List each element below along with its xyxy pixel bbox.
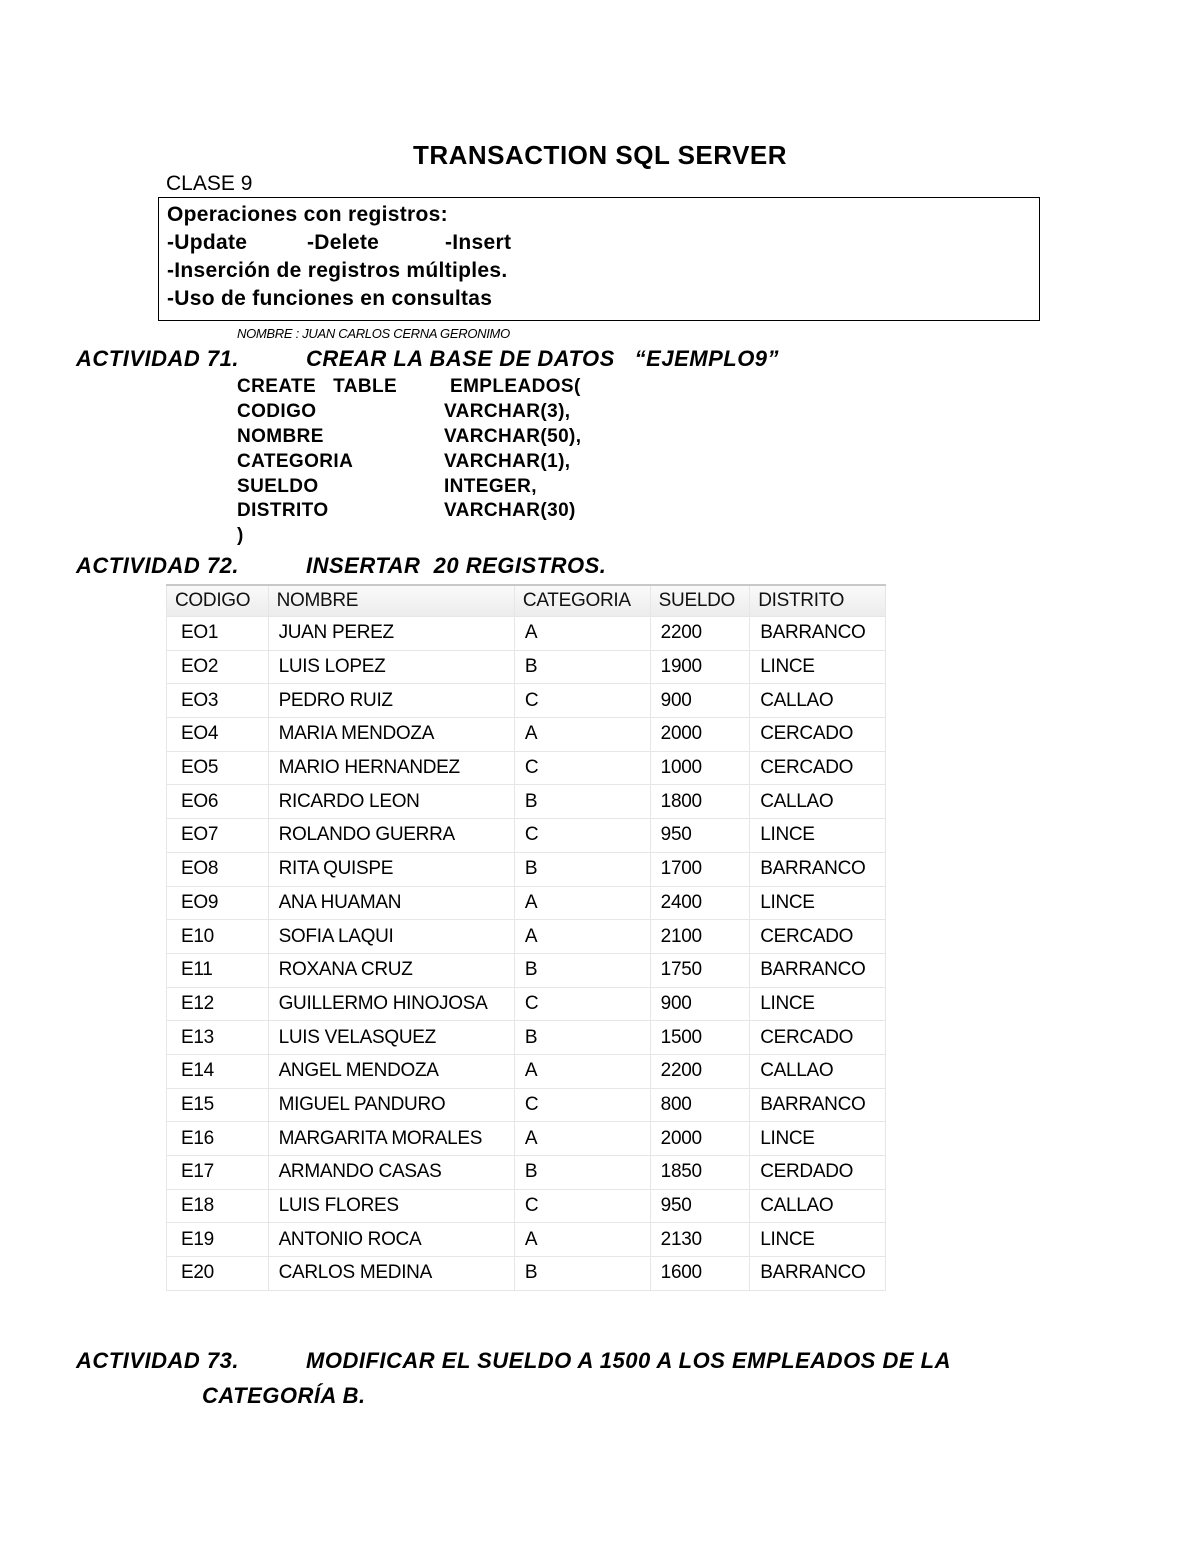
cell-sueldo: 1500 [650, 1021, 750, 1055]
cell-sueldo: 900 [650, 684, 750, 718]
cell-nombre: JUAN PEREZ [268, 617, 514, 651]
table-row [167, 1054, 886, 1088]
table-row [167, 751, 886, 785]
cell-distrito: LINCE [750, 819, 886, 853]
class-label: CLASE 9 [166, 172, 253, 195]
sql-col-type: INTEGER, [444, 476, 537, 497]
topics-heading: Operaciones con registros: [167, 203, 448, 226]
table-row [167, 1088, 886, 1122]
topics-line-3: -Inserción de registros múltiples. [167, 259, 508, 282]
cell-categoria: C [514, 987, 650, 1021]
sql-col-type: VARCHAR(1), [444, 451, 571, 472]
header-nombre: NOMBRE [268, 585, 514, 617]
cell-codigo: E18 [167, 1189, 269, 1223]
cell-codigo: E12 [167, 987, 269, 1021]
activity-71-text: CREAR LA BASE DE DATOS “EJEMPLO9” [306, 346, 780, 371]
cell-distrito: BARRANCO [750, 852, 886, 886]
cell-distrito: CALLAO [750, 1189, 886, 1223]
activity-73-text-continued: CATEGORÍA B. [202, 1383, 366, 1408]
cell-distrito: CERDADO [750, 1156, 886, 1190]
cell-codigo: EO2 [167, 650, 269, 684]
cell-distrito: LINCE [750, 886, 886, 920]
cell-sueldo: 800 [650, 1088, 750, 1122]
cell-sueldo: 2130 [650, 1223, 750, 1257]
cell-distrito: CALLAO [750, 684, 886, 718]
cell-codigo: EO8 [167, 852, 269, 886]
cell-categoria: B [514, 953, 650, 987]
activity-72-text: INSERTAR 20 REGISTROS. [306, 553, 607, 578]
topics-box [158, 197, 1040, 321]
activity-73-text: MODIFICAR EL SUELDO A 1500 A LOS EMPLEADOS DE LA [306, 1348, 951, 1373]
cell-categoria: A [514, 1054, 650, 1088]
cell-nombre: CARLOS MEDINA [268, 1257, 514, 1291]
cell-codigo: EO1 [167, 617, 269, 651]
cell-sueldo: 1700 [650, 852, 750, 886]
cell-codigo: E19 [167, 1223, 269, 1257]
cell-nombre: LUIS LOPEZ [268, 650, 514, 684]
cell-sueldo: 900 [650, 987, 750, 1021]
cell-nombre: ANGEL MENDOZA [268, 1054, 514, 1088]
table-row [167, 785, 886, 819]
cell-distrito: CERCADO [750, 1021, 886, 1055]
sql-col-name: NOMBRE [237, 426, 324, 447]
author-note: NOMBRE : JUAN CARLOS CERNA GERONIMO [237, 326, 510, 341]
cell-categoria: C [514, 1088, 650, 1122]
table-body [167, 617, 886, 1291]
cell-sueldo: 2000 [650, 1122, 750, 1156]
cell-codigo: E16 [167, 1122, 269, 1156]
table-row [167, 852, 886, 886]
table-row [167, 1257, 886, 1291]
sql-col-name: CATEGORIA [237, 451, 354, 472]
cell-sueldo: 1800 [650, 785, 750, 819]
table-row [167, 1122, 886, 1156]
sql-col-name: DISTRITO [237, 500, 329, 521]
cell-codigo: EO9 [167, 886, 269, 920]
page-title: TRANSACTION SQL SERVER [412, 140, 788, 170]
cell-distrito: CERCADO [750, 920, 886, 954]
cell-categoria: C [514, 684, 650, 718]
cell-categoria: A [514, 1223, 650, 1257]
cell-nombre: LUIS FLORES [268, 1189, 514, 1223]
cell-categoria: A [514, 718, 650, 752]
cell-codigo: E20 [167, 1257, 269, 1291]
topics-operations [167, 231, 511, 255]
cell-sueldo: 950 [650, 1189, 750, 1223]
cell-categoria: A [514, 617, 650, 651]
cell-nombre: RITA QUISPE [268, 852, 514, 886]
activity-72-label: ACTIVIDAD 72. [76, 553, 239, 578]
cell-categoria: B [514, 1021, 650, 1055]
cell-sueldo: 2200 [650, 1054, 750, 1088]
cell-distrito: LINCE [750, 987, 886, 1021]
cell-sueldo: 2200 [650, 617, 750, 651]
cell-sueldo: 2400 [650, 886, 750, 920]
cell-codigo: E14 [167, 1054, 269, 1088]
cell-codigo: E11 [167, 953, 269, 987]
cell-distrito: LINCE [750, 650, 886, 684]
cell-codigo: EO5 [167, 751, 269, 785]
op-update: -Update [167, 231, 248, 254]
cell-codigo: E13 [167, 1021, 269, 1055]
cell-categoria: A [514, 1122, 650, 1156]
sql-col-type: VARCHAR(3), [444, 401, 571, 422]
cell-nombre: GUILLERMO HINOJOSA [268, 987, 514, 1021]
cell-distrito: CALLAO [750, 785, 886, 819]
cell-categoria: A [514, 886, 650, 920]
cell-categoria: B [514, 650, 650, 684]
cell-distrito: BARRANCO [750, 617, 886, 651]
cell-nombre: LUIS VELASQUEZ [268, 1021, 514, 1055]
header-sueldo: SUELDO [650, 585, 750, 617]
cell-codigo: EO7 [167, 819, 269, 853]
cell-distrito: BARRANCO [750, 1088, 886, 1122]
topics-line-4: -Uso de funciones en consultas [167, 287, 493, 310]
cell-categoria: A [514, 920, 650, 954]
cell-distrito: BARRANCO [750, 953, 886, 987]
employees-table [166, 584, 886, 1291]
cell-nombre: SOFIA LAQUI [268, 920, 514, 954]
cell-distrito: CERCADO [750, 751, 886, 785]
sql-col-type: VARCHAR(50), [444, 426, 582, 447]
cell-nombre: ARMANDO CASAS [268, 1156, 514, 1190]
cell-codigo: EO4 [167, 718, 269, 752]
cell-categoria: C [514, 819, 650, 853]
cell-sueldo: 1850 [650, 1156, 750, 1190]
cell-distrito: LINCE [750, 1122, 886, 1156]
cell-categoria: B [514, 852, 650, 886]
cell-sueldo: 1900 [650, 650, 750, 684]
sql-col-name: CODIGO [237, 401, 317, 422]
cell-nombre: MIGUEL PANDURO [268, 1088, 514, 1122]
table-row [167, 1189, 886, 1223]
cell-codigo: EO3 [167, 684, 269, 718]
header-codigo: CODIGO [167, 585, 269, 617]
table-row [167, 650, 886, 684]
activity-71-label: ACTIVIDAD 71. [76, 346, 239, 371]
cell-categoria: B [514, 1156, 650, 1190]
cell-categoria: C [514, 751, 650, 785]
cell-distrito: CERCADO [750, 718, 886, 752]
cell-codigo: E15 [167, 1088, 269, 1122]
cell-nombre: ANTONIO ROCA [268, 1223, 514, 1257]
sql-table-name: EMPLEADOS( [450, 376, 581, 397]
sql-col-type: VARCHAR(30) [444, 500, 576, 521]
table-header-row [167, 585, 886, 617]
op-delete: -Delete [307, 231, 380, 254]
header-categoria: CATEGORIA [514, 585, 650, 617]
table-row [167, 886, 886, 920]
cell-sueldo: 1000 [650, 751, 750, 785]
cell-nombre: MARIA MENDOZA [268, 718, 514, 752]
table-row [167, 920, 886, 954]
cell-categoria: B [514, 1257, 650, 1291]
cell-nombre: MARGARITA MORALES [268, 1122, 514, 1156]
table-row [167, 953, 886, 987]
cell-nombre: PEDRO RUIZ [268, 684, 514, 718]
cell-nombre: ROLANDO GUERRA [268, 819, 514, 853]
cell-categoria: B [514, 785, 650, 819]
cell-nombre: MARIO HERNANDEZ [268, 751, 514, 785]
cell-distrito: BARRANCO [750, 1257, 886, 1291]
cell-sueldo: 2000 [650, 718, 750, 752]
cell-codigo: EO6 [167, 785, 269, 819]
sql-col-name: SUELDO [237, 476, 319, 497]
cell-sueldo: 2100 [650, 920, 750, 954]
cell-nombre: ANA HUAMAN [268, 886, 514, 920]
table-row [167, 987, 886, 1021]
cell-nombre: ROXANA CRUZ [268, 953, 514, 987]
table-row [167, 1223, 886, 1257]
cell-distrito: CALLAO [750, 1054, 886, 1088]
cell-sueldo: 1750 [650, 953, 750, 987]
cell-categoria: C [514, 1189, 650, 1223]
cell-sueldo: 950 [650, 819, 750, 853]
header-distrito: DISTRITO [750, 585, 886, 617]
table-row [167, 718, 886, 752]
table-row [167, 1021, 886, 1055]
table-row [167, 819, 886, 853]
cell-sueldo: 1600 [650, 1257, 750, 1291]
cell-nombre: RICARDO LEON [268, 785, 514, 819]
table-row [167, 684, 886, 718]
table-row [167, 617, 886, 651]
cell-distrito: LINCE [750, 1223, 886, 1257]
cell-codigo: E10 [167, 920, 269, 954]
cell-codigo: E17 [167, 1156, 269, 1190]
sql-close: ) [237, 525, 244, 546]
table-row [167, 1156, 886, 1190]
sql-create: CREATE TABLE [237, 376, 398, 397]
activity-73-label: ACTIVIDAD 73. [76, 1348, 239, 1373]
op-insert: -Insert [445, 231, 512, 254]
